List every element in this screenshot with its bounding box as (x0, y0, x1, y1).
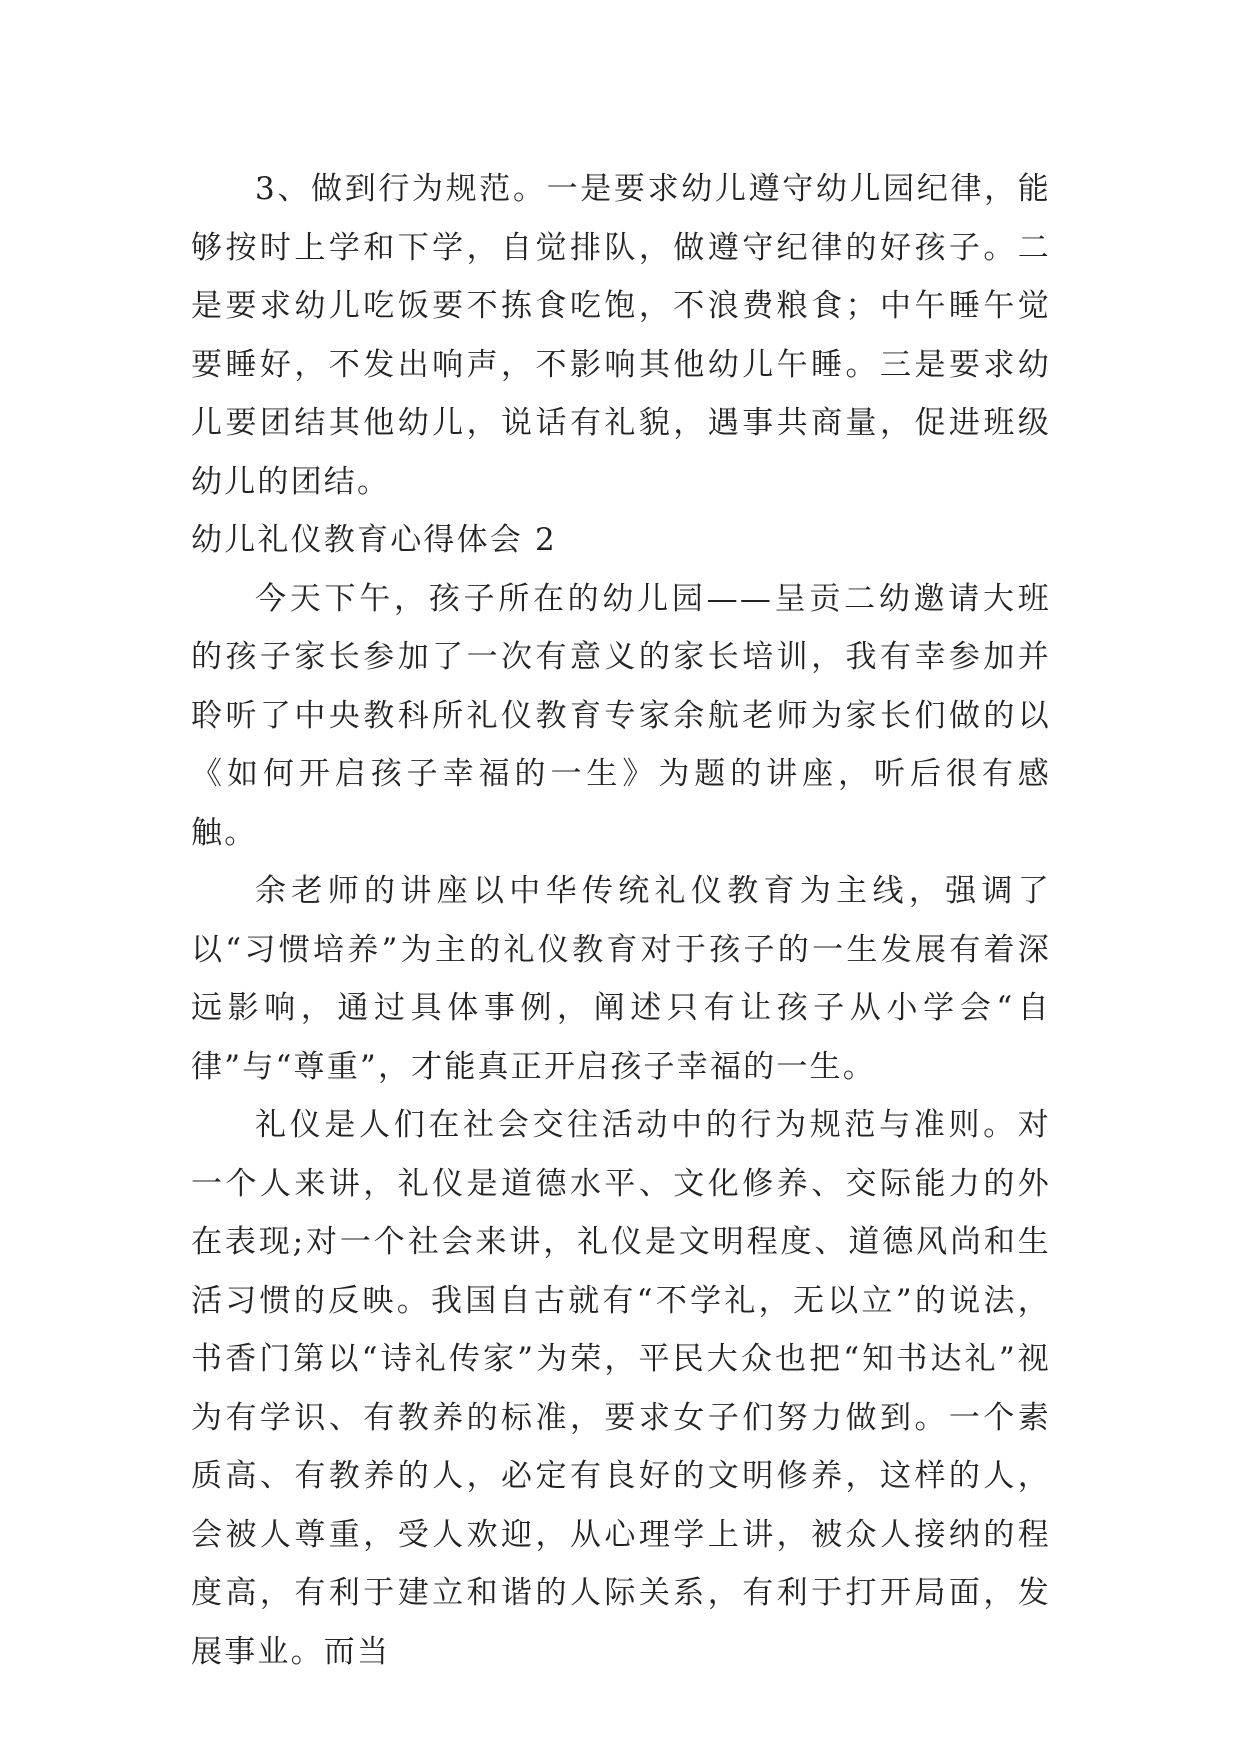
paragraph-etiquette-definition: 礼仪是人们在社会交往活动中的行为规范与准则。对一个人来讲，礼仪是道德水平、文化修养、交际能力的外在表现;对一个社会来讲，礼仪是文明程度、道德风尚和生活习惯的反映。我国自古就有“不学礼，无以立”的说法，书香门第以“诗礼传家”为荣，平民大众也把“知书达礼”视为有学识、有教养的标准，要求女子们努力做到。一个素质高、有教养的人，必定有良好的文明修养，这样的人，会被人尊重，受人欢迎，从心理学上讲，被众人接纳的程度高，有利于建立和谐的人际关系，有利于打开局面，发展事业。而当 (191, 1107, 1051, 1670)
paragraph-lecture-summary: 余老师的讲座以中华传统礼仪教育为主线，强调了以“习惯培养”为主的礼仪教育对于孩子的一生发展有着深远影响，通过具体事例，阐述只有让孩子从小学会“自律”与“尊重”，才能真正开启孩子幸福的一生。 (191, 873, 1051, 1085)
document-body (191, 160, 1051, 1681)
paragraph-parent-training: 今天下午，孩子所在的幼儿园——呈贡二幼邀请大班的孩子家长参加了一次有意义的家长培训，我有幸参加并聆听了中央教科所礼仪教育专家余航老师为家长们做的以《如何开启孩子幸福的一生》为题的讲座，听后很有感触。 (191, 580, 1051, 851)
paragraph-behavior-norms: 3、做到行为规范。一是要求幼儿遵守幼儿园纪律，能够按时上学和下学，自觉排队，做遵守纪律的好孩子。二是要求幼儿吃饭要不拣食吃饱，不浪费粮食；中午睡午觉要睡好，不发出响声，不影响其他幼儿午睡。三是要求幼儿要团结其他幼儿，说话有礼貌，遇事共商量，促进班级幼儿的团结。 (191, 171, 1051, 500)
section-heading: 幼儿礼仪教育心得体会 2 (191, 522, 557, 558)
